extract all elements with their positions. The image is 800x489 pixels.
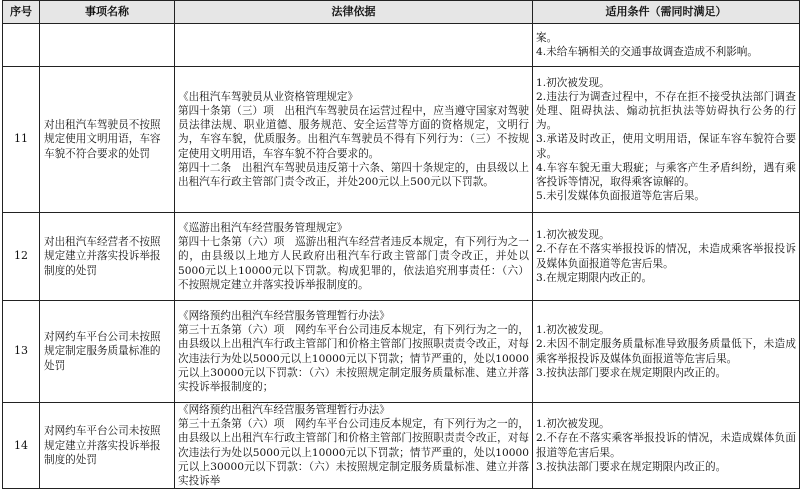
row-basis [175,67,533,213]
row-no: 14 [3,403,40,489]
basis-line: 《网络预约出租汽车经营服务管理暂行办法》 [178,404,390,416]
cond-line: 2.不存在不落实举报投诉的情况，未造成乘客举报投诉及媒体负面报道等危害后果。 [536,243,796,270]
cond-line: 1.初次被发现。 [536,76,610,89]
basis-line: 《巡游出租汽车经营服务管理规定》 [178,221,348,234]
row-no: 13 [3,301,40,403]
basis-line: 《出租汽车驾驶员从业资格管理规定》 [178,90,359,103]
cond-line: 案。 [536,31,558,44]
table-row [3,403,800,489]
basis-line: 第三十五条第（六）项 网约车平台公司违反本规定，有下列行为之一的，由县级以上出租汽车行政主管部门和价格主管部门按照职责责令改正，对每次违法行为处以5000元以上10000元以下罚款；情节严重的，处以10000元以上30000元以下罚款：（六）未按照规定制定服务质量标准、建立并落实投诉举报制度的； [178,324,529,393]
header-name: 事项名称 [40,1,175,24]
cond-line: 3.按执法部门要求在规定期限内改正的。 [536,460,727,473]
row-no: 11 [3,67,40,213]
cond-line: 3.承诺及时改正，使用文明用语，保证车容车貌符合要求。 [536,133,796,160]
cond-line: 4.未给车辆相关的交通事故调查造成不利影响。 [536,46,758,58]
basis-line: 第三十五条第（六）项 网约车平台公司违反本规定，有下列行为之一的，由县级以上出租汽车行政主管部门和价格主管部门按照职责责令改正，对每次违法行为处以5000元以上10000元以下罚款；情节严重的，处以10000元以上30000元以下罚款：（六）未按照规定制定服务质量标准、建立并落实投诉举 [178,418,529,488]
row-no [3,24,40,67]
row-no: 12 [3,213,40,301]
cond-line: 2.不存在不落实乘客举报投诉的情况，未造成媒体负面报道等危害后果。 [536,432,796,459]
basis-line: 第四十七条第（六）项 巡游出租汽车经营者违反本规定，有下列行为之一的，由县级以上地方人民政府出租汽车行政主管部门责令改正，并处以5000元以上10000元以下罚款。构成犯罪的，依法追究刑事责任：（六）不按照规定建立并落实投诉举报制度的。 [178,236,529,291]
basis-line: 第四十二条 出租汽车驾驶员违反第十六条、第四十条规定的，由县级以上出租汽车行政主管部门责令改正，并处200元以上500元以下罚款。 [178,161,529,188]
basis-line: 《网络预约出租汽车经营服务管理暂行办法》 [178,309,390,322]
row-cond [533,24,800,67]
cond-line: 3.在规定期限内改正的。 [536,271,653,284]
row-name: 对网约车平台公司未按照规定建立并落实投诉举报制度的处罚 [40,403,175,489]
header-cond: 适用条件（需同时满足） [533,1,800,24]
basis-line: 第四十条第（三）项 出租汽车驾驶员在运营过程中，应当遵守国家对驾驶员法律法规、职业道德、服务规范、安全运营等方面的资格规定，文明行为，车容车貌，优质服务。出租汽车驾驶员不得有下列行为：（三）不按规定使用文明用语，车容车貌不符合要求的。 [178,104,529,160]
cond-line: 5.未引发媒体负面报道等危害后果。 [536,190,706,203]
cond-line: 1.初次被发现。 [536,229,610,242]
table-row [3,67,800,213]
table-row [3,24,800,67]
row-name: 对出租汽车经营者不按照规定建立并落实投诉举报制度的处罚 [40,213,175,301]
row-cond [533,403,800,489]
cond-line: 4.车容车貌无重大瑕疵；与乘客产生矛盾纠纷，遇有乘客投诉等情况，取得乘客谅解的。 [536,161,796,188]
row-name: 对网约车平台公司未按照规定制定服务质量标准的处罚 [40,301,175,403]
table-row [3,301,800,403]
header-no: 序号 [3,1,40,24]
header-row [3,1,800,24]
penalty-table [2,0,800,489]
row-basis [175,403,533,489]
row-basis [175,24,533,67]
row-basis [175,213,533,301]
row-cond [533,213,800,301]
row-cond [533,301,800,403]
row-name [40,24,175,67]
row-name: 对出租汽车驾驶员不按照规定使用文明用语，车容车貌不符合要求的处罚 [40,67,175,213]
cond-line: 1.初次被发现。 [536,324,610,337]
row-basis [175,301,533,403]
cond-line: 2.违法行为调查过程中，不存在拒不接受执法部门调查处理、阻碍执法、煽动抗拒执法等妨碍执行公务的行为。 [536,90,796,132]
row-cond [533,67,800,213]
table-row [3,213,800,301]
header-basis: 法律依据 [175,1,533,24]
cond-line: 1.初次被发现。 [536,418,610,431]
cond-line: 3.按执法部门要求在规定期限内改正的。 [536,366,727,379]
cond-line: 2.未因不制定服务质量标准导致服务质量低下，未造成乘客举报投诉及媒体负面报道等危害后果。 [536,338,796,365]
